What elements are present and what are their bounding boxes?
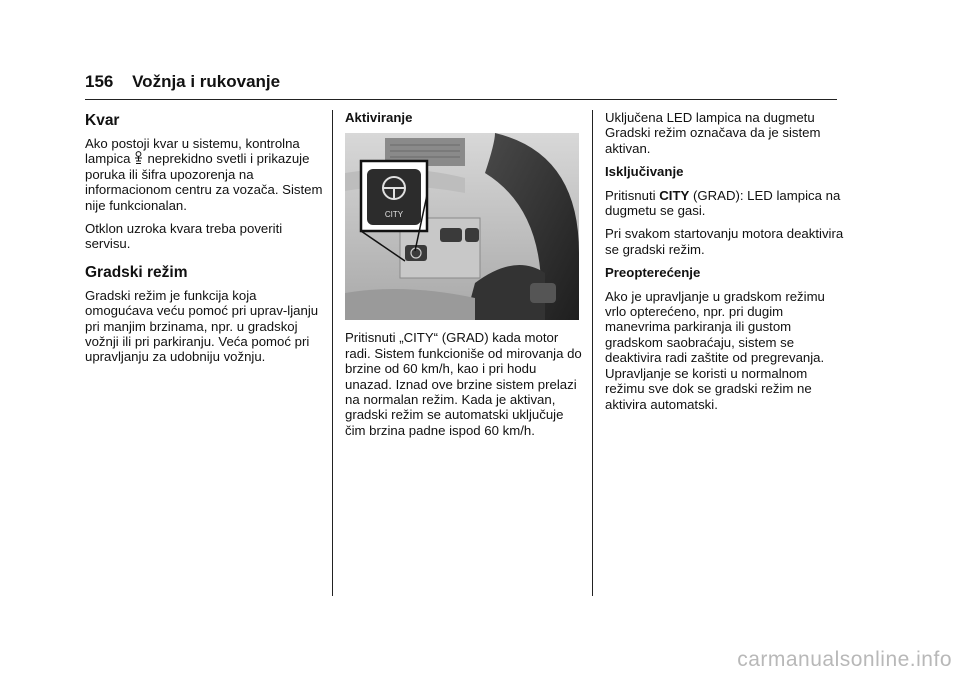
page-title: Vožnja i rukovanje [132, 72, 281, 91]
iskl-text-bold: CITY [659, 187, 690, 203]
column-2 [345, 110, 585, 446]
iskljucivanje-paragraph-2: Pri svakom startovanju motora deaktivira se gradski režim. [605, 226, 844, 257]
iskl-text-pre: Pritisnuti [605, 187, 656, 203]
iskljucivanje-paragraph-1 [605, 188, 845, 219]
heading-aktiviranje: Aktiviranje [345, 110, 413, 125]
page-header [85, 72, 280, 92]
kvar-paragraph-2: Otklon uzroka kvara treba poveriti servisu. [85, 221, 283, 252]
city-button-figure [345, 133, 579, 320]
column-divider-2 [592, 110, 593, 596]
kvar-text-b: neprekidno svetli i prikazuje poruka ili šifra upozorenja na informacionom centru za vozača. Sistem nije funkcionalan. [85, 151, 323, 213]
led-paragraph: Uključena LED lampica na dugmetu Gradski režim označava da je sistem aktivan. [605, 110, 821, 156]
kvar-text-a: Ako postoji kvar u sistemu, kontrolna lampica [85, 136, 300, 167]
column-divider-1 [332, 110, 333, 596]
page-number: 156 [85, 72, 114, 91]
city-label: CITY [384, 210, 404, 220]
header-rule [85, 99, 837, 100]
watermark: carmanualsonline.info [737, 648, 952, 671]
heading-iskljucivanje: Isključivanje [605, 164, 684, 180]
steering-fault-icon [133, 151, 144, 165]
aktiviranje-paragraph-1: Pritisnuti „CITY“ (GRAD) kada motor radi. Sistem funkcioniše od mirovanja do brzine od 60 km/h, kao i pri hodu unazad. Iznad ove brzine sistem prelazi na normalan režim. Kada je aktivan, gradski režim se automatski uključuje čim brzina padne ispod 60 km/h. [345, 330, 582, 438]
iskl-text-post: (GRAD): LED lampica na dugmetu se gasi. [605, 187, 841, 219]
column-3 [605, 110, 845, 420]
heading-preopterecenje: Preopterećenje [605, 265, 701, 281]
heading-kvar: Kvar [85, 112, 120, 129]
column-1 [85, 110, 325, 373]
heading-gradski-rezim: Gradski režim [85, 263, 188, 281]
kvar-paragraph-1 [85, 136, 325, 213]
gradski-paragraph-1: Gradski režim je funkcija koja omogućava veću pomoć pri uprav-ljanju pri manjim brzinama, npr. u gradskoj vožnji ili pri parkiranju. Veća pomoć pri upravljanju za udobniju vožnju. [85, 287, 319, 365]
preopterecenje-paragraph-1: Ako je upravljanje u gradskom režimu vrlo opterećeno, npr. pri dugim manevrima parkiranja ili gustom gradskom saobraćaju, sistem se deaktivira radi zaštite od pregrevanja. Upravljanje se koristi u normalnom režimu sve dok se gradski režim ne aktivira automatski. [605, 288, 825, 412]
